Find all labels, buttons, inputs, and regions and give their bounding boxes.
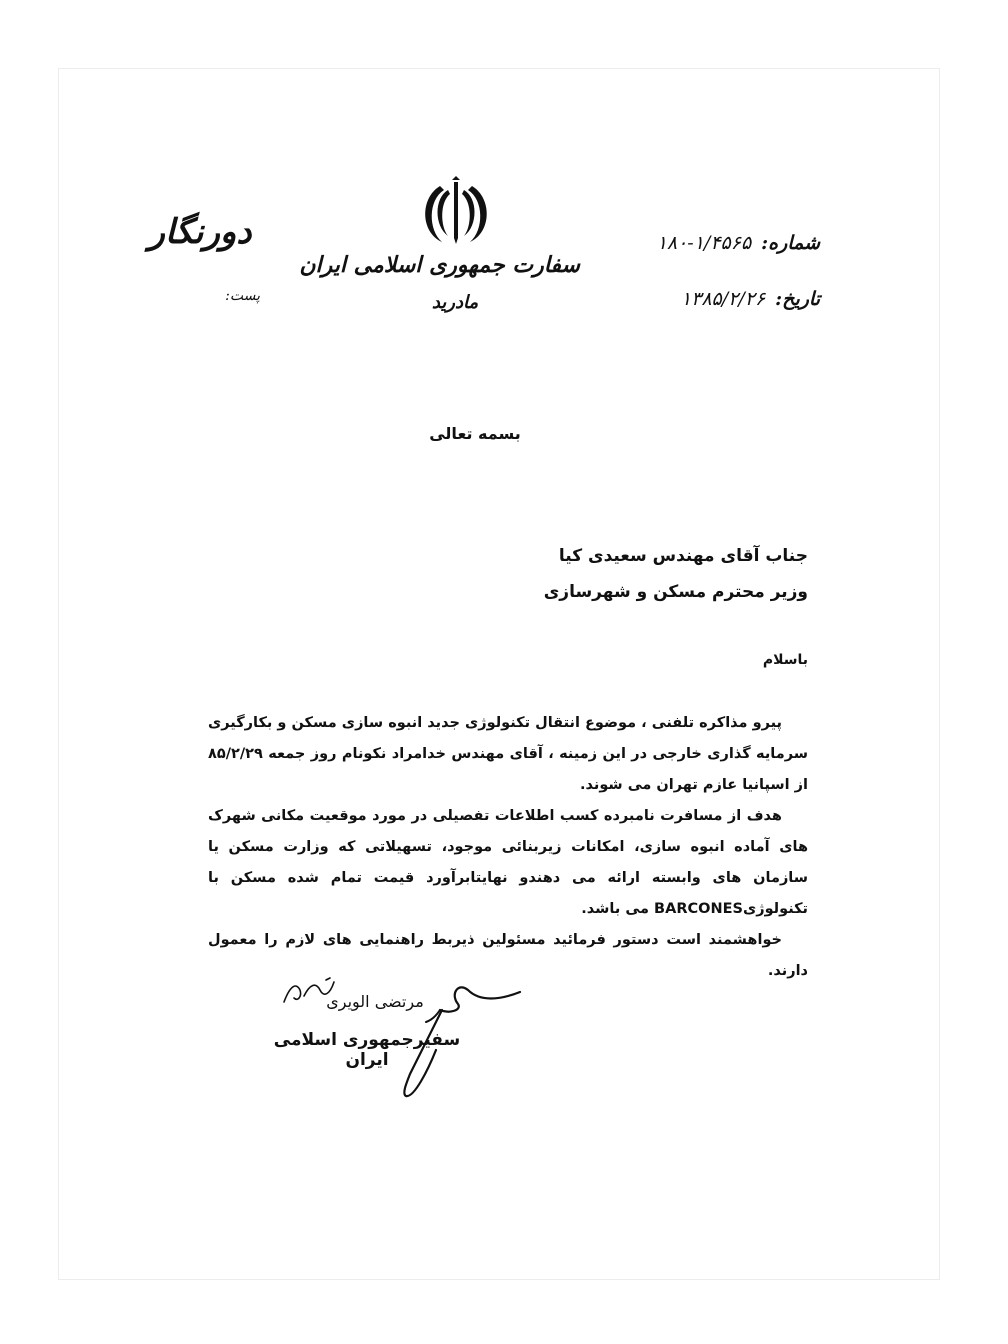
iran-emblem-icon xyxy=(418,176,494,250)
paragraph-2: هدف از مسافرت نامبرده کسب اطلاعات تفصیلی در مورد موقعیت مکانی شهرک های آماده انبوه سازی، امکانات زیربنائی موجود، تسهیلاتی که وزارت مسکن یا سازمان های وابسته ارائه می دهندو نهایتابرآورد قیمت تمام شده مسکن با تکنولوژیBARCONES می باشد. xyxy=(208,808,808,917)
embassy-name: سفارت جمهوری اسلامی ایران xyxy=(299,252,580,278)
date-label: تاریخ: xyxy=(775,288,820,310)
invocation: بسمه تعالی xyxy=(429,424,521,443)
fax-label: دورنگار xyxy=(148,212,252,252)
letter-content xyxy=(208,708,808,987)
addressee-title: وزیر محترم مسکن و شهرسازی xyxy=(543,582,808,602)
post-label: پست: xyxy=(225,288,260,304)
signatory-name: مرتضی الویری xyxy=(326,992,424,1011)
date-value: ۱۳۸۵/۲/۲۶ xyxy=(680,288,766,310)
addressee-name: جناب آقای مهندس سعیدی کیا xyxy=(558,546,808,566)
letter-date-row xyxy=(620,284,820,314)
signature-icon xyxy=(380,970,530,1100)
number-value: ۱۸۰-۱/۴۵۶۵ xyxy=(656,232,752,254)
embassy-city: مادرید xyxy=(431,292,479,313)
letter-number-row xyxy=(620,228,820,258)
number-label: شماره: xyxy=(761,232,820,254)
salutation: باسلام xyxy=(762,652,808,668)
signatory-title: سفیرجمهوری اسلامی ایران xyxy=(273,1030,461,1070)
paragraph-1: پیرو مذاکره تلفنی ، موضوع انتقال تکنولوژی جدید انبوه سازی مسکن و بکارگیری سرمایه گذاری خارجی در این زمینه ، آقای مهندس خدامراد نکونام روز جمعه ۸۵/۲/۲۹ از اسپانیا عازم تهران می شوند. xyxy=(208,715,808,793)
paragraph-3: خواهشمند است دستور فرمائید مسئولین ذیربط راهنمایی های لازم را معمول دارند. xyxy=(208,932,808,979)
